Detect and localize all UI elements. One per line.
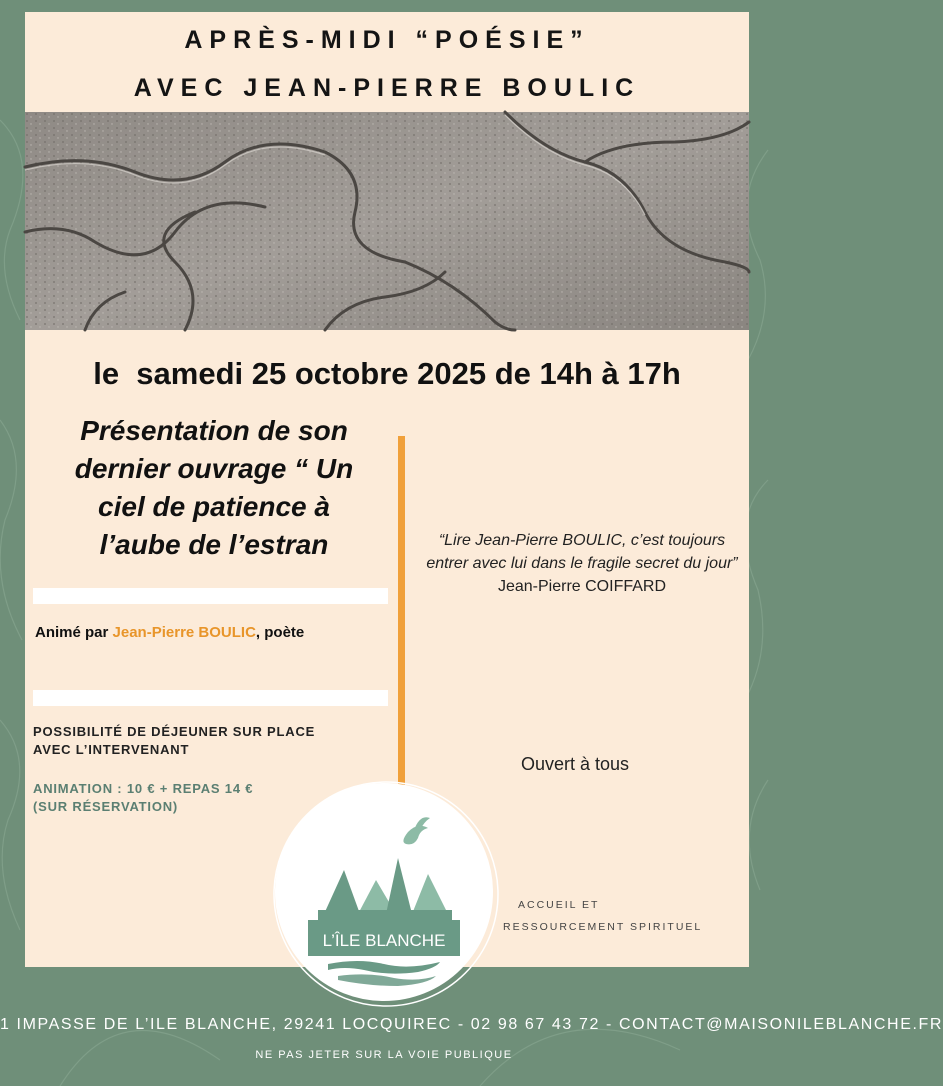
quote-author: Jean-Pierre COIFFARD [497, 578, 667, 595]
poster-title-line1: APRÈS-MIDI “POÉSIE” [184, 26, 590, 54]
animated-by-prefix: Animé par [35, 624, 113, 641]
orange-vertical-divider [398, 436, 405, 790]
tagline-line2: RESSOURCEMENT SPIRITUEL [503, 921, 703, 933]
quote [417, 529, 747, 598]
logo-text: L’ÎLE BLANCHE [322, 931, 446, 950]
footer-note: NE PAS JETER SUR LA VOIE PUBLIQUE [255, 1049, 513, 1061]
white-divider [33, 588, 388, 604]
tagline-line1: ACCUEIL ET [518, 899, 600, 911]
animated-by [35, 624, 395, 641]
footer-address: 1 IMPASSE DE L’ILE BLANCHE, 29241 LOCQUIREC - 02 98 67 43 72 - CONTACT@MAISONILEBLANCHE.FR [0, 1016, 943, 1033]
presentation-line: dernier ouvrage “ Un [74, 453, 354, 484]
poster-title-line2: AVEC JEAN-PIERRE BOULIC [133, 74, 641, 102]
presentation-line: l’aube de l’estran [99, 529, 329, 560]
animated-by-suffix: , poète [255, 624, 305, 641]
quote-text: “Lire Jean-Pierre BOULIC, c’est toujours entrer avec lui dans le fragile secret du jour” [426, 532, 738, 572]
presentation-line: Présentation de son [80, 415, 348, 446]
ile-blanche-logo [268, 774, 500, 1010]
tidal-flat-photo [25, 112, 749, 330]
presentation-title [35, 412, 393, 564]
animator-name: Jean-Pierre BOULIC [112, 624, 256, 641]
logo-tagline [503, 894, 743, 938]
open-to-all: Ouvert à tous [520, 754, 630, 774]
price-line: (SUR RÉSERVATION) [33, 799, 179, 814]
lunch-line: POSSIBILITÉ DE DÉJEUNER SUR PLACE [33, 724, 316, 739]
white-divider [33, 690, 388, 706]
price-line: ANIMATION : 10 € + REPAS 14 € [33, 781, 254, 796]
lunch-info [33, 723, 373, 759]
event-date: le samedi 25 octobre 2025 de 14h à 17h [93, 356, 681, 391]
lunch-line: AVEC L’INTERVENANT [33, 742, 190, 757]
presentation-line: ciel de patience à [98, 491, 330, 522]
